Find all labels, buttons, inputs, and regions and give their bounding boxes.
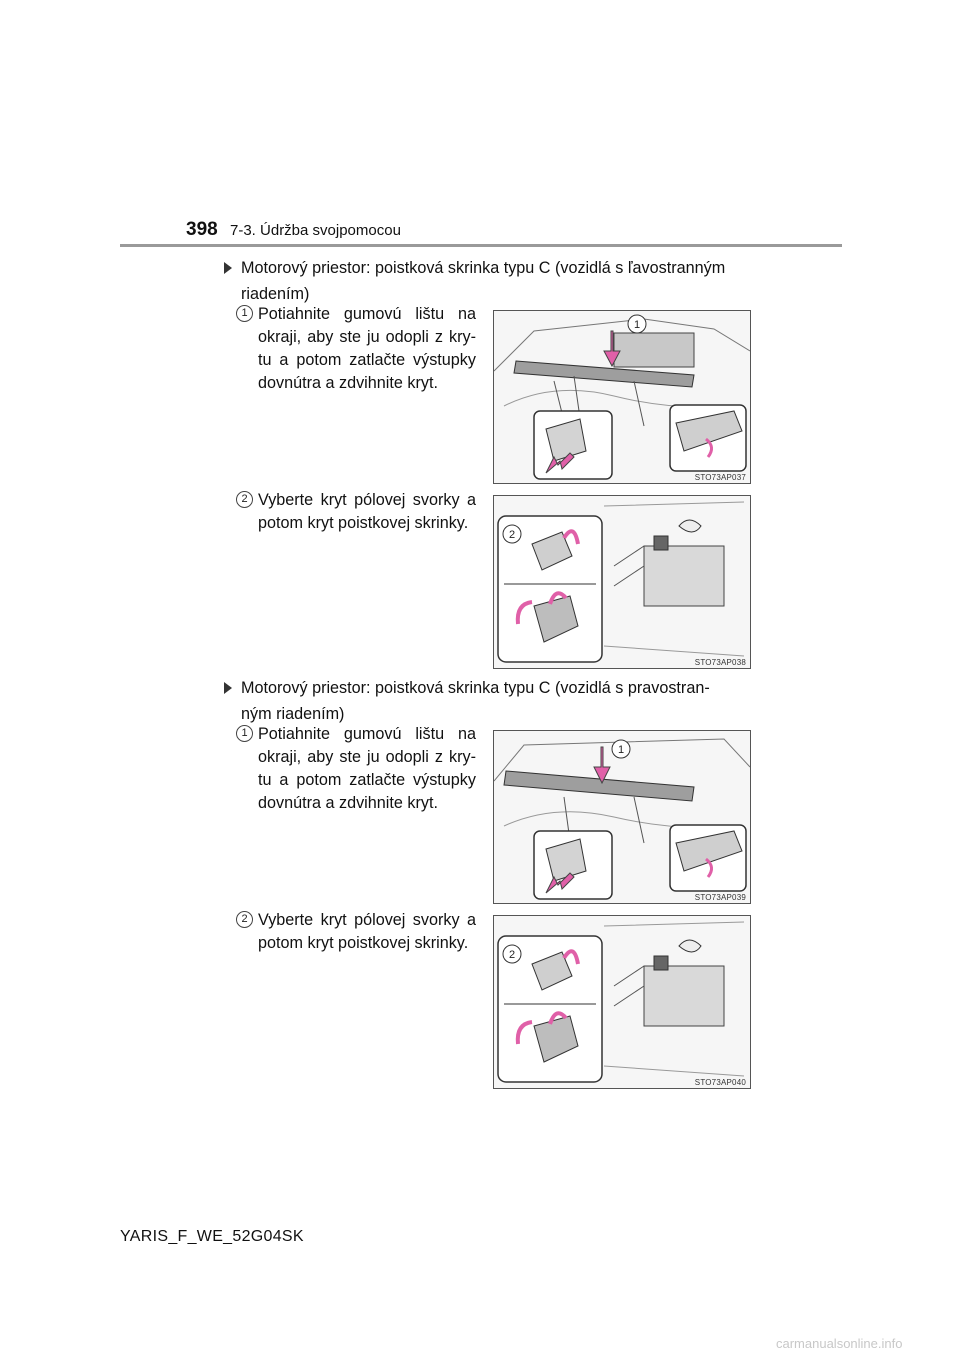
callout-number: 2 — [508, 529, 516, 541]
step-text: Vyberte kryt pólovej svorky a potom kryt poistkovej skrinky. — [258, 911, 476, 952]
figure-terminal-cover — [493, 915, 751, 1089]
step-number-badge: 1 — [236, 305, 253, 322]
heading-line: ným riadením) — [241, 705, 345, 723]
footer-document-code: YARIS_F_WE_52G04SK — [120, 1228, 304, 1245]
watermark: carmanualsonline.info — [776, 1336, 903, 1351]
step-text: Potiahnite gumovú lištu na okraji, aby ste ju odopli z kry-tu a potom zatlačte výstupky dovnútra a zdvihnite kryt. — [258, 305, 476, 392]
step-number-badge: 1 — [236, 725, 253, 742]
header-rule — [120, 244, 842, 247]
triangle-bullet-icon — [224, 262, 232, 274]
step-text: Potiahnite gumovú lištu na okraji, aby ste ju odopli z kry-tu a potom zatlačte výstupky dovnútra a zdvihnite kryt. — [258, 725, 476, 812]
figure-terminal-cover — [493, 495, 751, 669]
section-title: 7-3. Údržba svojpomocou — [230, 222, 401, 239]
step-text: Vyberte kryt pólovej svorky a potom kryt poistkovej skrinky. — [258, 491, 476, 532]
callout-number: 1 — [633, 319, 641, 331]
heading-line: Motorový priestor: poistková skrinka typu C (vozidlá s ľavostranným — [241, 259, 726, 277]
figure-code: STO73AP037 — [694, 473, 746, 482]
heading-line: Motorový priestor: poistková skrinka typu C (vozidlá s pravostran- — [241, 679, 710, 697]
triangle-bullet-icon — [224, 682, 232, 694]
callout-number: 2 — [508, 949, 516, 961]
section-heading — [224, 255, 752, 307]
section-heading — [224, 675, 752, 727]
figure-code: STO73AP040 — [694, 1078, 746, 1087]
callout-number: 1 — [617, 744, 625, 756]
step-number-badge: 2 — [236, 491, 253, 508]
figure-code: STO73AP038 — [694, 658, 746, 667]
figure-fuse-cover — [493, 310, 751, 484]
heading-line: riadením) — [241, 285, 310, 303]
figure-fuse-cover — [493, 730, 751, 904]
step-number-badge: 2 — [236, 911, 253, 928]
figure-code: STO73AP039 — [694, 893, 746, 902]
page-number: 398 — [186, 219, 218, 240]
